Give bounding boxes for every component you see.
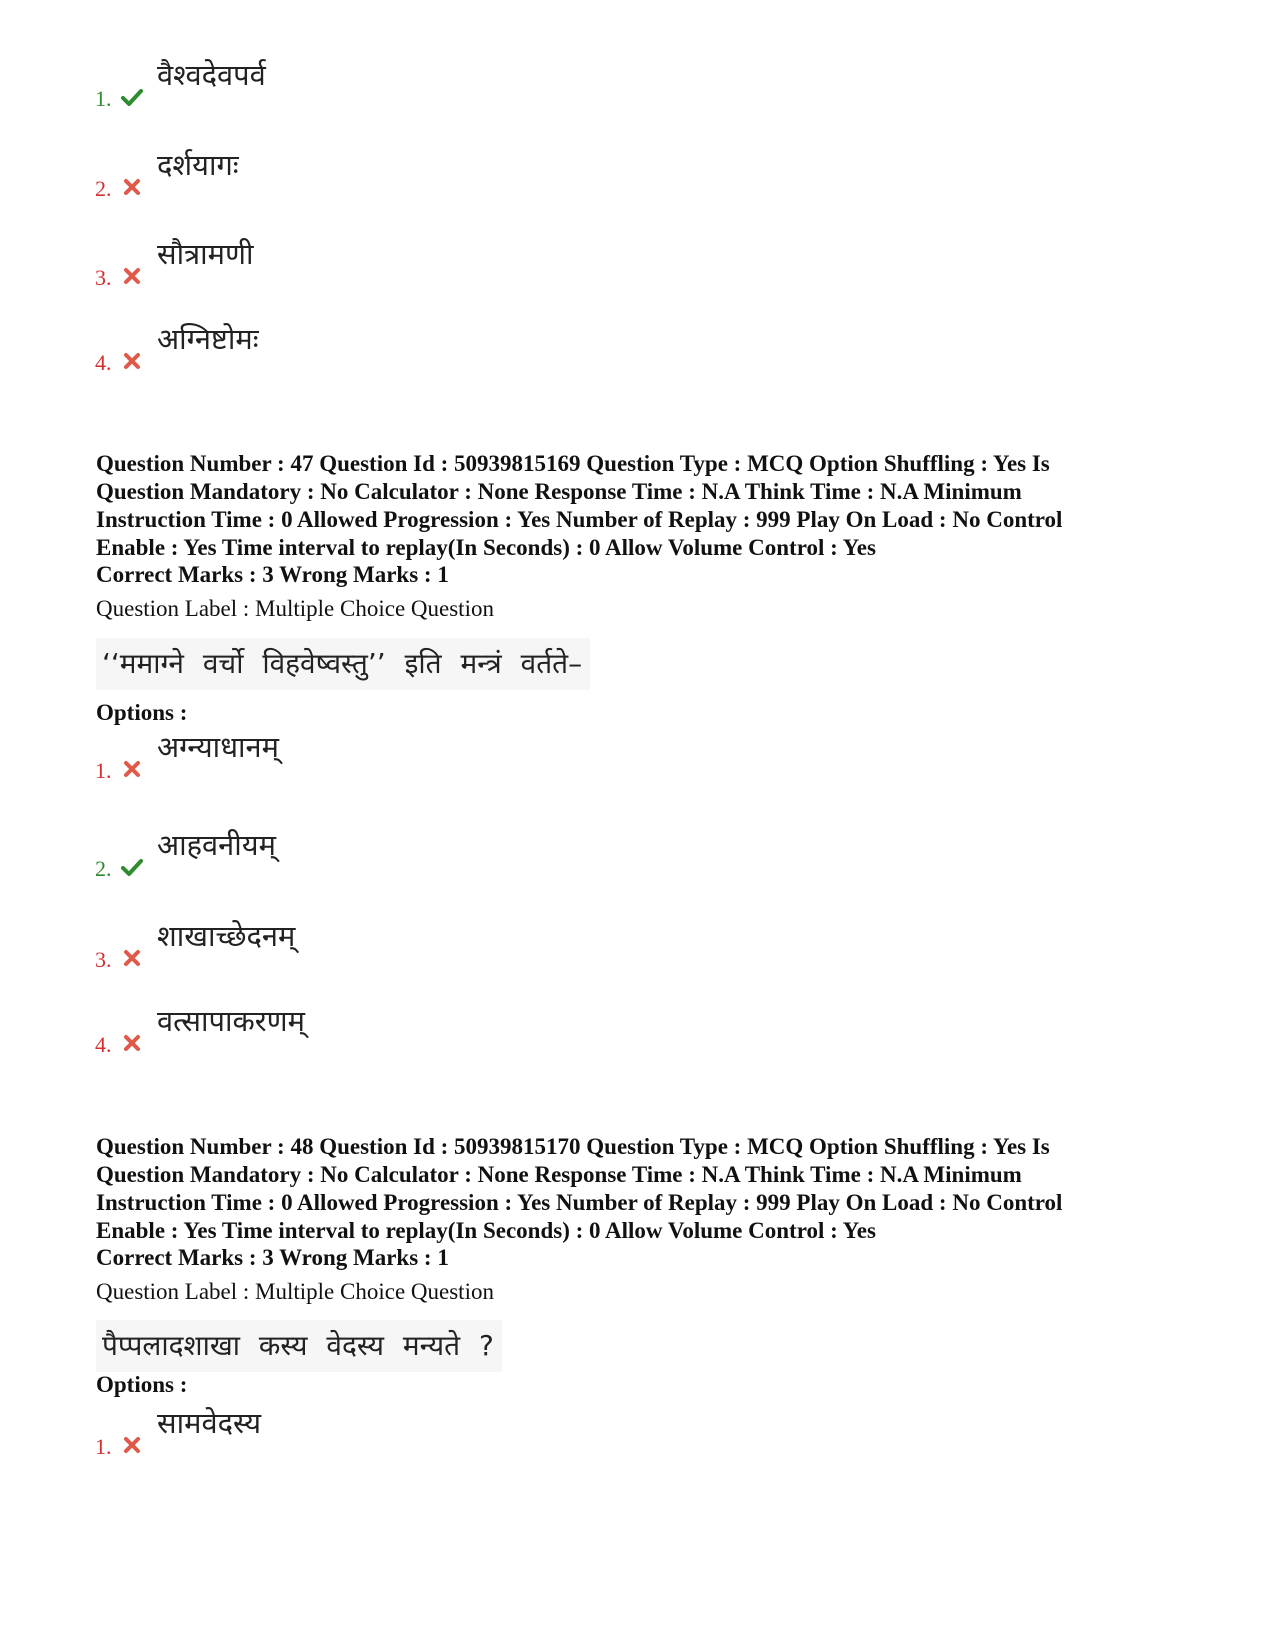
meta-line: Instruction Time : 0 Allowed Progression : Yes Number of Replay : 999 Play On Load : No Control xyxy=(96,1190,1063,1215)
option-number: 1. xyxy=(95,758,112,783)
question-meta xyxy=(96,1133,1196,1245)
option-text: शाखाच्छेदनम् xyxy=(157,919,296,953)
question-text: ‘‘ममाग्ने वर्चो विहवेष्वस्तु’’ इति मन्त्रं वर्तते– xyxy=(96,638,590,690)
question-text: पैप्पलादशाखा कस्य वेदस्य मन्यते ? xyxy=(96,1320,502,1372)
cross-icon xyxy=(121,947,143,969)
question-marks: Correct Marks : 3 Wrong Marks : 1 xyxy=(96,1245,449,1270)
option-text: अग्न्याधानम् xyxy=(157,730,279,764)
option-number: 1. xyxy=(95,1434,112,1459)
option-number: 3. xyxy=(95,265,112,290)
question-label: Question Label : Multiple Choice Question xyxy=(96,596,494,621)
option-number: 1. xyxy=(95,86,112,111)
option-number: 2. xyxy=(95,176,112,201)
check-icon xyxy=(121,86,143,108)
meta-line: Question Number : 47 Question Id : 50939815169 Question Type : MCQ Option Shuffling : Yes Is xyxy=(96,451,1050,476)
cross-icon xyxy=(121,1434,143,1456)
meta-line: Enable : Yes Time interval to replay(In Seconds) : 0 Allow Volume Control : Yes xyxy=(96,535,876,560)
question-meta xyxy=(96,450,1196,562)
meta-line: Enable : Yes Time interval to replay(In Seconds) : 0 Allow Volume Control : Yes xyxy=(96,1218,876,1243)
meta-line: Question Number : 48 Question Id : 50939815170 Question Type : MCQ Option Shuffling : Yes Is xyxy=(96,1134,1050,1159)
check-icon xyxy=(121,856,143,878)
option-number: 2. xyxy=(95,856,112,881)
option-number: 3. xyxy=(95,947,112,972)
question-label: Question Label : Multiple Choice Question xyxy=(96,1279,494,1304)
meta-line: Instruction Time : 0 Allowed Progression : Yes Number of Replay : 999 Play On Load : No Control xyxy=(96,507,1063,532)
question-marks: Correct Marks : 3 Wrong Marks : 1 xyxy=(96,562,449,587)
cross-icon xyxy=(121,1032,143,1054)
options-label: Options : xyxy=(96,1372,188,1397)
cross-icon xyxy=(121,265,143,287)
option-text: सामवेदस्य xyxy=(157,1406,262,1440)
option-text: आहवनीयम् xyxy=(157,828,276,862)
meta-line: Question Mandatory : No Calculator : None Response Time : N.A Think Time : N.A Minimum xyxy=(96,479,1022,504)
option-text: वत्सापाकरणम् xyxy=(157,1004,305,1038)
cross-icon xyxy=(121,758,143,780)
meta-line: Question Mandatory : No Calculator : None Response Time : N.A Think Time : N.A Minimum xyxy=(96,1162,1022,1187)
option-text: सौत्रामणी xyxy=(157,237,254,271)
cross-icon xyxy=(121,350,143,372)
option-number: 4. xyxy=(95,1032,112,1057)
options-label: Options : xyxy=(96,700,188,725)
option-text: वैश्वदेवपर्व xyxy=(157,58,266,92)
option-number: 4. xyxy=(95,350,112,375)
option-text: दर्शयागः xyxy=(157,148,239,182)
cross-icon xyxy=(121,176,143,198)
option-text: अग्निष्टोमः xyxy=(157,322,259,356)
